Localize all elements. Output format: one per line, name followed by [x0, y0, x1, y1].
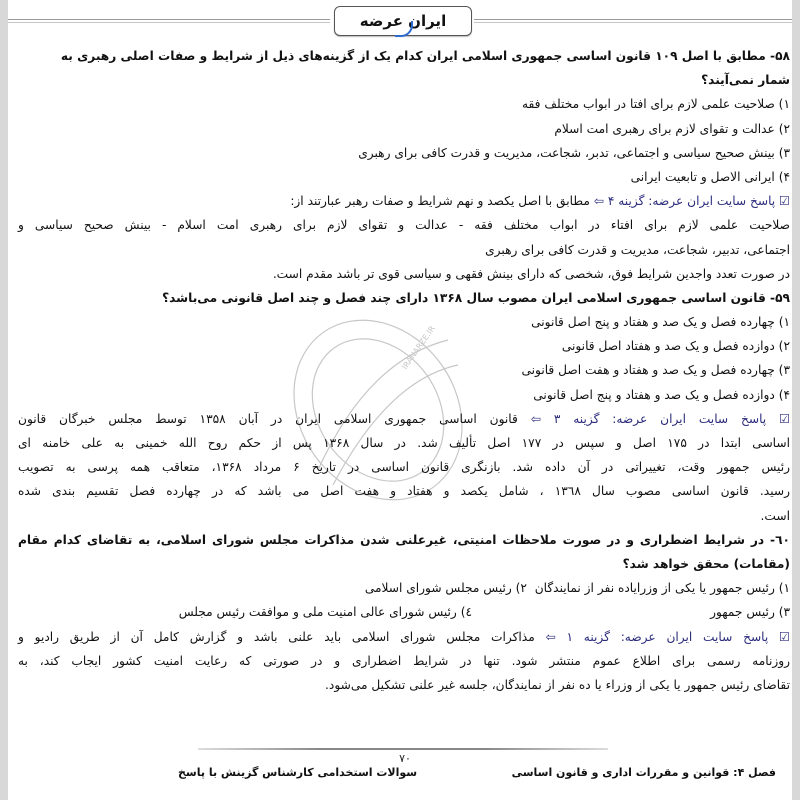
q59-answer-line1 [18, 407, 790, 431]
iran-arze-logo [334, 6, 472, 36]
q59-question: ۵۹- قانون اساسی جمهوری اسلامی ایران مصوب سال ۱۳۶۸ دارای چند فصل و چند اصل قانونی می‌باشد؟ [162, 290, 790, 305]
header-rule-right [474, 19, 792, 23]
watermark-text: IRANARZE.IR [400, 324, 437, 372]
q58-question-line2: شمار نمی‌آیند؟ [701, 73, 790, 88]
q59-answer-line4: رسید. قانون اساسی مصوب سال ۱۳٦۸ ، شامل یکصد و هفتاد و هفت اصل می باشد که در چهارده فصل تقسیم بندی شده [18, 484, 790, 499]
footer-book-title: سوالات استخدامی کارشناس گزینش با پاسخ [178, 766, 418, 779]
q60-option-2: ۲) رئیس مجلس شورای اسلامی [364, 581, 527, 596]
logo-arrow-icon [395, 21, 413, 37]
page-content [18, 44, 790, 697]
q60-answer-label: ☑ پاسخ سایت ایران عرضه: گزینه ۱ ⇦ [545, 629, 790, 644]
q60-options-row2 [18, 600, 790, 624]
q59-answer-text: قانون اساسی جمهوری اسلامی ایران در آبان ۱۳۵۸ توسط مجلس خبرگان قانون [18, 411, 531, 426]
header-rule-left [8, 19, 330, 23]
q59-answer-line5: است. [760, 508, 790, 523]
q60-answer-line2: روزنامه رسمی برای اطلاع عموم منتشر شود. تنها در شرایط اضطراری و در صورتی که رعایت امنیت کشور ایجاب کند، به [18, 653, 790, 668]
q59-option-4: ۴) دوازده فصل و یک صد و هفتاد و پنج اصل قانونی [533, 387, 790, 402]
q58-answer-text: مطابق با اصل یکصد و نهم شرایط و صفات رهبر عبارتند از: [290, 194, 594, 209]
q59-option-3: ۳) چهارده فصل و یک صد و هفتاد و هفت اصل قانونی [521, 363, 790, 378]
q58-option-3: ۳) بینش صحیح سیاسی و اجتماعی، تدبر، شجاعت، مدیریت و قدرت کافی برای رهبری [358, 145, 790, 160]
q60-option-3: ۳) رئیس جمهور [710, 605, 790, 620]
q58-option-2: ۲) عدالت و تقوای لازم برای رهبری امت اسلام [554, 121, 790, 136]
q60-options-row1 [18, 576, 790, 600]
q60-option-4: ٤) رئیس شورای عالی امنیت ملی و موافقت رئیس مجلس [178, 605, 472, 620]
q58-question-line1: ۵۸- مطابق با اصل ۱۰۹ قانون اساسی جمهوری اسلامی ایران کدام یک از گزینه‌های ذیل از شرایط و صفات اصلی رهبری به [60, 49, 790, 63]
page-number: ۷۰ [399, 752, 411, 765]
logo-text: ایران عرضه [359, 12, 447, 30]
q58-answer-line2: صلاحیت علمی لازم برای افتاء در ابواب مختلف فقه - عدالت و تقوای لازم برای رهبری امت اسلام - بینش صحیح سیاسی و [18, 218, 790, 233]
q60-question-line2: (مقامات) محقق خواهد شد؟ [622, 556, 790, 571]
footer-rule [198, 748, 608, 750]
q60-answer-text: مذاکرات مجلس شورای اسلامی باید علنی باشد و گزارش کامل آن از طریق رادیو و [18, 629, 546, 644]
q58-option-1: ۱) صلاحیت علمی لازم برای افتا در ابواب مختلف فقه [521, 97, 790, 112]
q58-answer-line3: اجتماعی، تدبیر، شجاعت، مدیریت و قدرت کافی برای رهبری [485, 242, 790, 257]
q59-option-2: ۲) دوازده فصل و یک صد و هفتاد اصل قانونی [561, 339, 790, 354]
q58-option-4: ۴) ایرانی الاصل و تابعیت ایرانی [630, 169, 790, 184]
q59-answer-line2: اساسی ابتدا در ۱۷۵ اصل و سپس در ۱۷۷ اصل تألیف شد. در سال ۱۳۶۸ پس از حکم روح الله خمینی به علی خامنه ای [18, 436, 790, 450]
q58-answer-label: ☑ پاسخ سایت ایران عرضه: گزینه ۴ ⇦ [593, 194, 790, 209]
q60-answer-line1 [18, 625, 790, 649]
document-page [8, 0, 792, 800]
footer-chapter: فصل ۴: قوانین و مقررات اداری و قانون اساسی [511, 766, 776, 779]
q58-answer-line1 [18, 189, 790, 213]
q59-option-1: ۱) چهارده فصل و یک صد و هفتاد و پنج اصل قانونی [531, 315, 790, 330]
q60-question-line1: ٦۰- در شرایط اضطراری و در صورت ملاحظات امنیتی، غیرعلنی شدن مذاکرات مجلس شورای اسلامی، به تقاضای کدام مقام [18, 532, 790, 547]
q59-answer-label: ☑ پاسخ سایت ایران عرضه: گزینه ۳ ⇦ [530, 411, 790, 426]
q59-answer-line3: رئیس جمهور وقت، تغییراتی در آن داده شد. بازنگری قانون اساسی در تاریخ ۶ مرداد ۱۳۶۸، متعاقب همه پرسی به تصویب [18, 460, 790, 475]
q58-answer-line4: در صورت تعدد واجدین شرایط فوق، شخصی که دارای بینش فقهی و سیاسی قوی تر باشد مقدم است. [272, 266, 790, 281]
q60-answer-line3: تقاضای رئیس جمهور یا یکی از وزراء یا ده نفر از نمایندگان، جلسه غیر علنی تشکیل می‌شود. [325, 677, 790, 692]
q60-option-1: ۱) رئیس جمهور یا یکی از وزرایاده نفر از نمایندگان [534, 581, 790, 596]
